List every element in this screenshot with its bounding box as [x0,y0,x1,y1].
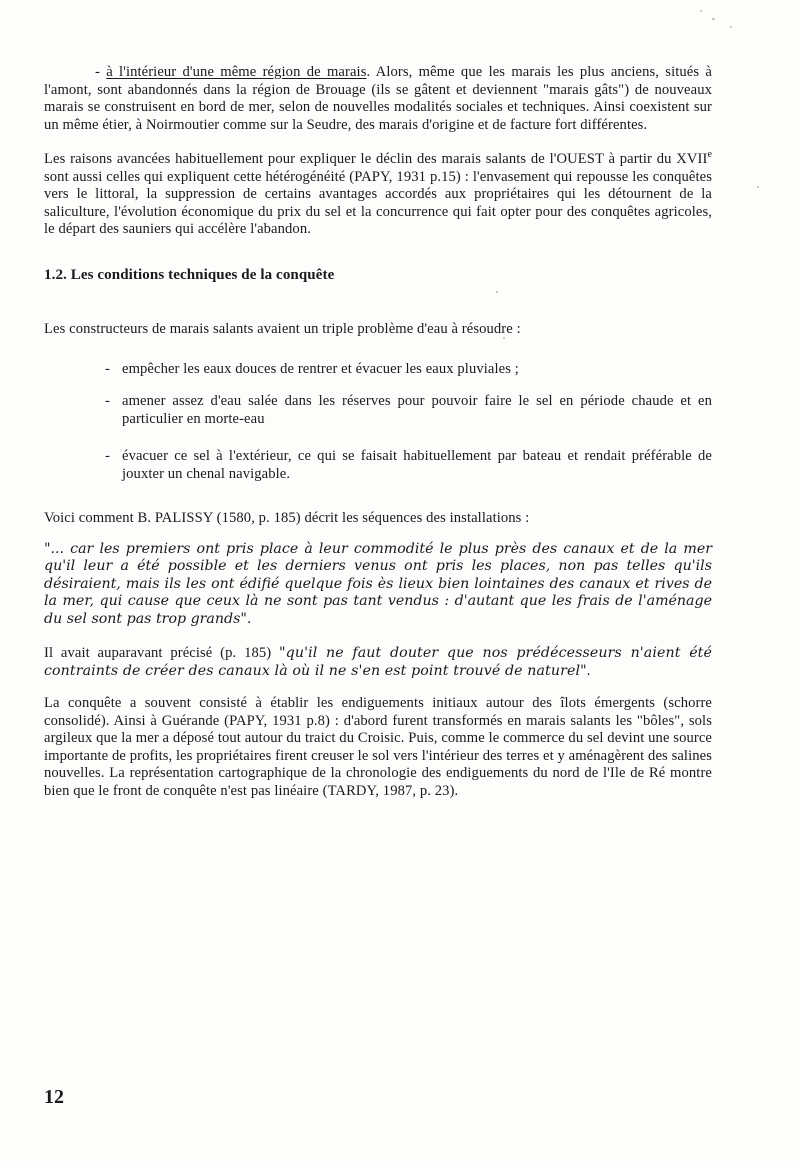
precision-italic-quote: "qu'il ne faut douter que nos prédécesseurs n'aient été contraints de créer des canaux là où il ne s'en est point trouvé de naturel" [44,645,712,679]
bullet-text: évacuer ce sel à l'extérieur, ce qui se faisait habituellement par bateau et rendait préférable de jouxter un chenal navigable. [122,448,712,482]
underlined-phrase: à l'intérieur d'une même région de marais [106,64,367,80]
list-dash: - [95,64,107,80]
palissy-intro-line: Voici comment B. PALISSY (1580, p. 185) décrit les séquences des installations : [44,510,530,526]
constructors-intro-line: Les constructeurs de marais salants avaient un triple problème d'eau à résoudre : [44,321,521,337]
paragraph-region-marais [44,64,712,134]
reasons-text-start: Les raisons avancées habituellement pour expliquer le déclin des marais salants de l'OUEST à partir du XVII [44,151,708,167]
paragraph-conquest: La conquête a souvent consisté à établir les endiguements initiaux autour des îlots émergents (schorre consolidé). Ainsi à Guérande (PAPY, 1931 p.8) : d'abord furent transformés en marais salants les "bôles", sols argileux que la mer a déposé tout autour du traict du Croisic. Puis, comme le commerce du sel devint une source importante de profits, les propriétaires firent creuser le sol vers l'intérieur des terres et y aménagèrent des salines nouvelles. La représentation cartographique de la chronologie des endiguements du nord de l'Ile de Ré montre bien que le front de conquête n'est pas linéaire (TARDY, 1987, p. 23). [44,695,712,799]
reasons-text-end: sont aussi celles qui expliquent cette hétérogénéité (PAPY, 1931 p.15) : l'envasement qui repousse les conquêtes vers le littoral, la suppression de certains avantages accordés aux propriétaires qui les détournent de la saliculture, l'évolution économique du prix du sel et la concurrence qui fait opter pour des conquêtes agricoles, le départ des sauniers qui accélère l'abandon. [44,168,712,237]
bullet-dash: - [105,360,110,377]
scan-speck [496,291,498,293]
scan-speck [712,18,715,20]
bullet-item-eau-salee [44,393,712,428]
century-superscript: e [707,149,712,160]
bullet-dash: - [105,393,110,409]
precision-end: . [586,662,591,679]
paragraph-reasons [44,151,712,239]
palissy-quote-paragraph: "... car les premiers ont pris place à leur commodité le plus près des canaux et de la mer qu'il leur a été possible et les derniers venus ont pris les places, non pas telles qu'ils désiraient, mais ils les ont édifié quelque fois ès lieux bien lointaines des canaux et rives de la mer, qui cause que ceux là ne sont pas tant vendus : d'autant que les frais de l'aménage du sel sont pas trop grands". [44,540,712,627]
bullet-text: empêcher les eaux douces de rentrer et évacuer les eaux pluviales ; [122,360,519,377]
bullet-dash: - [105,448,110,464]
section-heading: 1.2. Les conditions techniques de la conquête [44,266,335,283]
bullet-text: amener assez d'eau salée dans les réserves pour pouvoir faire le sel en période chaude et en particulier en morte-eau [122,393,712,427]
scan-speck [503,337,505,339]
precision-paragraph [44,645,712,680]
scan-speck [757,186,759,188]
page-number: 12 [44,1086,64,1108]
scan-speck [700,10,702,12]
paragraph-region-text: . Alors, même que les marais les plus anciens, situés à l'amont, sont abandonnés dans la région de Brouage (ils se gâtent et deviennent "marais gâts") de nouveaux marais se construisent en bord de mer, selon de nouvelles modalités sociales et techniques. Ainsi coexistent sur un même étier, à Noirmoutier comme sur la Seudre, des marais d'origine et de facture fort différentes. [44,64,712,133]
precision-roman-text: Il avait auparavant précisé (p. 185) [44,645,280,661]
bullet-item-evacuer-sel [44,448,712,483]
scan-speck [730,26,732,28]
bullet-item-eaux-douces [44,361,712,379]
